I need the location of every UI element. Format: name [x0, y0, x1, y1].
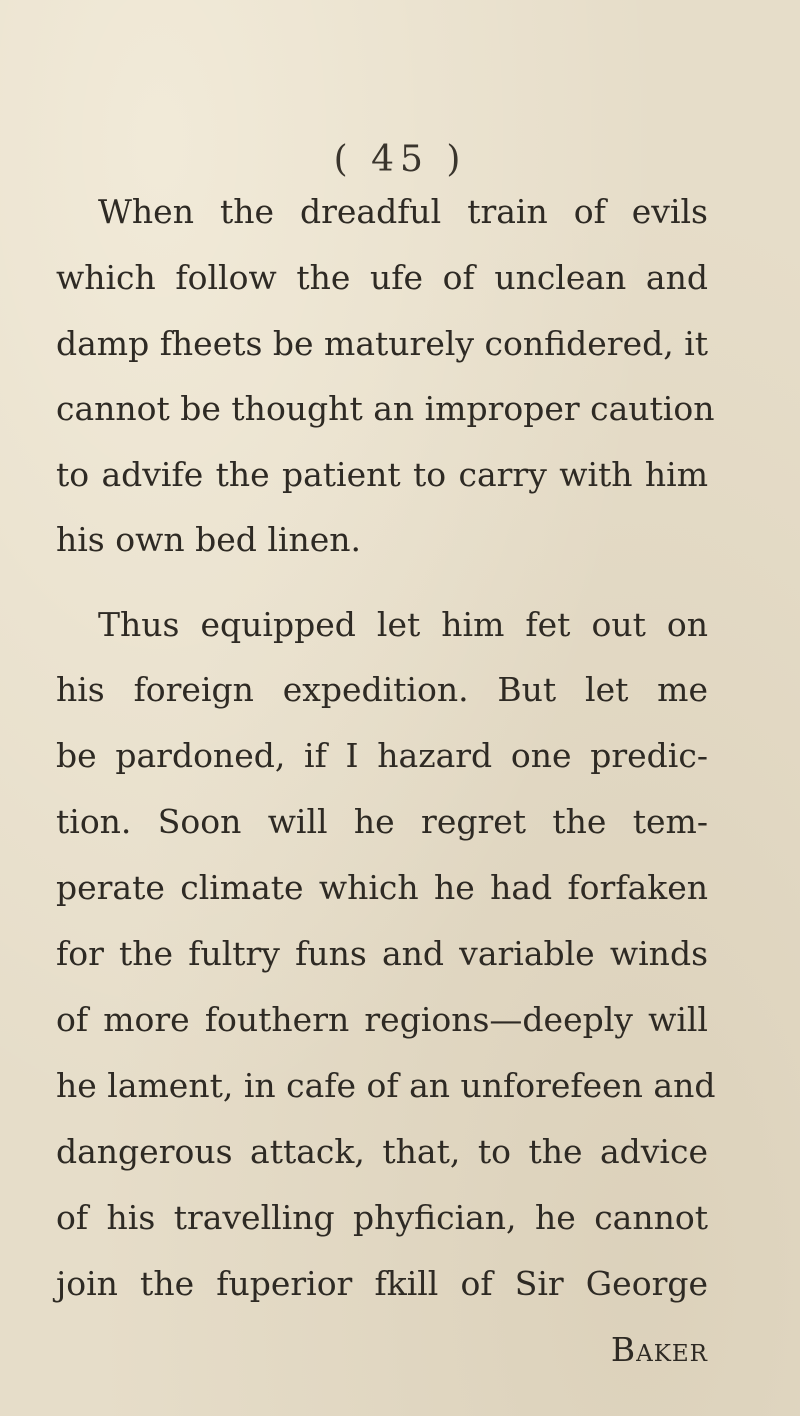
text-line: he lament, in cafe of an unforefeen and	[56, 1066, 716, 1105]
text-line: dangerous attack, that, to the advice	[56, 1132, 708, 1171]
text-line: join the fuperior fkill of Sir George	[56, 1264, 708, 1303]
catchword: Baker	[610, 1330, 708, 1369]
text-line: damp fheets be maturely confidered, it	[56, 324, 709, 363]
text-line: his foreign expedition. But let me	[56, 670, 708, 709]
text-line: perate climate which he had forfaken	[56, 868, 708, 907]
text-line: be pardoned, if I hazard one predic-	[56, 736, 708, 775]
text-line: his own bed linen.	[56, 520, 361, 559]
page-number: ( 45 )	[333, 139, 467, 180]
text-line: tion. Soon will he regret the tem-	[56, 802, 708, 841]
text-line: which follow the ufe of unclean and	[56, 258, 708, 297]
text-line: of more fouthern regions—deeply will	[56, 1000, 708, 1039]
text-line: to advife the patient to carry with him	[56, 455, 708, 494]
text-line: cannot be thought an improper caution	[56, 389, 715, 428]
text-line: Thus equipped let him fet out on	[98, 605, 708, 644]
text-line: When the dreadful train of evils	[98, 192, 708, 231]
text-line: for the fultry funs and variable winds	[56, 934, 708, 973]
text-line: of his travelling phyfician, he cannot	[56, 1198, 708, 1237]
